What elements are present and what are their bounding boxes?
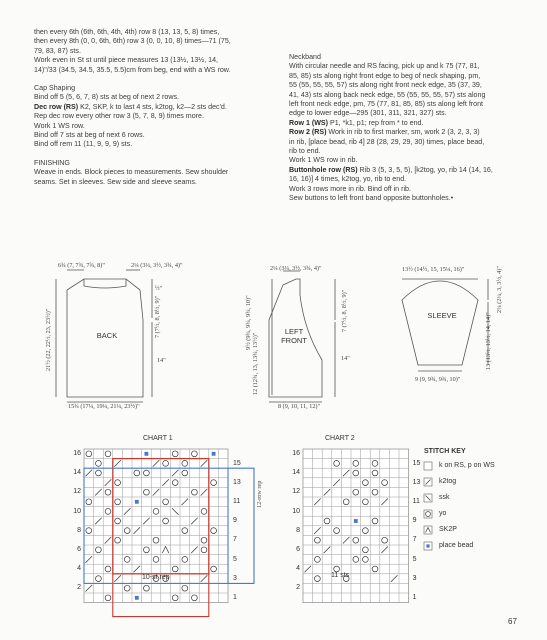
front-top-measure: 2¼ (3¼, 3½, 3¾, 4)"	[270, 265, 322, 272]
work-ws-line: Work 1 WS row in rib.	[289, 156, 358, 165]
neckband-line: 85, 85) sts along right front edge to beg of neck shaping, pm,	[289, 71, 481, 80]
chart2-title: CHART 2	[325, 435, 355, 442]
stitch-key-label: k on RS, p on WS	[439, 462, 495, 469]
chart2-row-number: 16	[292, 450, 300, 457]
sleeve-label: SLEEVE	[427, 311, 457, 320]
front-neck-measure: 9½ (9¾, 9¾, 9¾, 10)"	[245, 295, 252, 350]
row1-line: Row 1 (WS) P1, *k1, p1; rep from * to end.	[289, 118, 424, 127]
neckband-line: 55 (55, 55, 55, 57) sts along right front neck edge, 35 (37, 39,	[289, 81, 482, 90]
chart2-row-number: 9	[412, 517, 417, 525]
back-bottom-measure: 15¾ (17¼, 19¼, 21¼, 23½)"	[68, 403, 140, 410]
place-bead-icon	[212, 452, 216, 456]
chart2-row-number: 5	[412, 555, 417, 563]
row2-line: in rib, [place bead, rib 4] 28 (28, 29, 29, 30) times, place bead,	[289, 137, 485, 146]
chart2-row-number: 12	[292, 488, 300, 496]
chart1-row-number: 15	[233, 459, 241, 467]
neckband-line: left front neck edge, pm, 75 (77, 81, 85, 85) sts along left front	[289, 100, 484, 109]
neckband-heading: Neckband	[289, 53, 321, 61]
cap-line: Work 1 WS row.	[34, 121, 85, 130]
front-bottom-measure: 8 (9, 10, 11, 12)"	[278, 403, 320, 410]
cap-line: Rep dec row every other row 3 (5, 7, 8, 9) times more.	[34, 112, 204, 121]
chart1-row-number: 16	[73, 450, 81, 457]
place-bead-icon	[135, 500, 139, 504]
sleeve-cap-measure: 2¼ (2¼, 3, 3½, 4)"	[496, 266, 503, 313]
neckband-line: 41, 43) sts along back neck edge, 55 (55, 55, 55, 57) sts along	[289, 90, 486, 99]
place-bead-icon	[354, 519, 358, 523]
cap-line: Bind off rem 11 (11, 9, 9, 9) sts.	[34, 140, 133, 149]
chart1-title: CHART 1	[143, 435, 173, 442]
sew-line: Sew buttons to left front band opposite buttonholes.•	[289, 194, 454, 203]
back-length-measure: 21½ (22, 22½, 23, 23½)"	[45, 308, 52, 371]
chart2-row-number: 2	[296, 584, 300, 592]
chart2-row-number: 11	[412, 498, 420, 505]
chart2-row-number: 6	[296, 546, 300, 553]
cap-line: Dec row (RS) K2, SKP, k to last 4 sts, k2tog, k2—2 sts dec'd.	[34, 102, 227, 111]
chart1-row-number: 6	[77, 546, 81, 553]
neckband-line: With circular needle and RS facing, pick up and k 75 (77, 81,	[289, 62, 480, 71]
chart1-row-number: 2	[77, 584, 81, 592]
sleeve-top-measure: 13½ (14½, 15, 15¼, 16)"	[402, 266, 465, 273]
chart2-row-number: 13	[412, 478, 421, 486]
stitch-key-label: k2tog	[439, 478, 457, 485]
chart1-row-number: 11	[233, 498, 241, 505]
chart2-row-number: 3	[412, 574, 417, 582]
chart2-row-number: 4	[296, 565, 300, 573]
sleeve-bottom-measure: 9 (9, 9¾, 9¾, 10)"	[415, 376, 461, 383]
stitch-key-label: SK2P	[439, 526, 457, 533]
intro-line: 14)"/33 (34.5, 34.5, 35.5, 5.5)cm from beg, end with a WS row.	[34, 65, 231, 74]
place-bead-icon	[144, 452, 148, 456]
front-label-line1: LEFT	[284, 327, 304, 336]
chart1-row-number: 5	[233, 555, 237, 563]
row2-line: Row 2 (RS) Work in rib to first marker, sm, work 2 (3, 2, 3, 3)	[289, 128, 480, 137]
intro-line: then every 6th (6th, 6th, 4th, 4th) row 8 (13, 13, 5, 8) times,	[34, 28, 220, 36]
finishing-line: Weave in ends. Block pieces to measurements. Sew shoulder	[34, 168, 229, 177]
neckband-line: edge to lower edge—295 (301, 311, 321, 327) sts.	[289, 109, 447, 118]
chart2-row-number: 14	[292, 469, 300, 477]
stitch-key-title: STITCH KEY	[424, 448, 466, 455]
intro-line: then every 8th (0, 0, 6th, 6th) row 3 (0, 0, 10, 8) times—71 (75,	[34, 37, 231, 46]
back-neck-drop-measure: ½"	[155, 285, 163, 292]
chart1-row-number: 1	[233, 594, 237, 601]
chart1-row-number: 8	[77, 526, 81, 534]
chart1-st-rep-label: 10-st rep	[142, 574, 170, 581]
finishing-heading: FINISHING	[34, 158, 70, 167]
back-armhole-measure: 7 (7½, 8, 8½, 9)"	[154, 295, 161, 338]
chart1-row-number: 9	[233, 517, 237, 525]
chart1-row-number: 14	[73, 469, 81, 477]
work3-line: Work 3 rows more in rib. Bind off in rib.	[289, 184, 411, 193]
buttonhole-line: 16, 16)] 4 times, k2tog, yo, rib to end.	[289, 175, 407, 184]
row2-line: rib to end.	[289, 147, 321, 156]
intro-line: Work even in St st until piece measures 13 (13½, 13½, 14,	[34, 56, 219, 65]
back-top-left-measure: 6¾ (7, 7¾, 7¾, 8)"	[58, 262, 105, 269]
buttonhole-line: Buttonhole row (RS) Rib 3 (5, 3, 5, 5), [k2tog, yo, rib 14 (14, 16,	[289, 165, 493, 174]
chart1-row-number: 3	[233, 574, 237, 582]
front-side-measure: 14"	[341, 355, 350, 362]
chart1-row-number: 4	[77, 565, 81, 573]
place-bead-icon	[135, 596, 139, 600]
chart1-row-number: 10	[73, 507, 81, 515]
back-top-right-measure: 2¼ (3¼, 3½, 3¾, 4)"	[131, 262, 183, 269]
front-length-measure: 12 (12¾, 13, 13¾, 13½)"	[252, 332, 259, 395]
chart2-sts-label: 11 sts	[331, 572, 350, 579]
chart1-row-number: 12	[73, 488, 81, 496]
chart2-row-number: 15	[412, 459, 421, 467]
place-bead-icon	[426, 544, 429, 547]
stitch-key-label: ssk	[439, 494, 450, 501]
back-label: BACK	[96, 331, 118, 340]
stitch-key-label: place bead	[439, 542, 474, 549]
chart1-row-number: 7	[233, 536, 237, 544]
cap-shaping-heading: Cap Shaping	[34, 84, 76, 93]
chart2-row-number: 7	[412, 536, 417, 544]
intro-line: 79, 83, 87) sts.	[34, 46, 81, 55]
chart1-row-number: 13	[233, 478, 241, 486]
cap-line: Bind off 7 sts at beg of next 6 rows.	[34, 131, 145, 140]
chart2-row-number: 10	[292, 507, 300, 515]
page-number: 67	[508, 617, 517, 626]
cap-line: Bind off 5 (5, 6, 7, 8) sts at beg of next 2 rows.	[34, 93, 179, 102]
back-side-measure: 14"	[157, 357, 166, 364]
finishing-line: seams. Set in sleeves. Sew side and sleeve seams.	[34, 177, 197, 186]
sleeve-length-measure: 13 (13½, 13½, 14, 14)"	[485, 312, 492, 370]
chart2-row-number: 8	[296, 526, 300, 534]
chart1-row-rep-label: 12-row rep	[256, 480, 263, 508]
front-label-line2: FRONT	[281, 336, 307, 345]
chart2-row-number: 1	[412, 594, 417, 601]
front-armhole-measure: 7 (7½, 8, 8½, 9)"	[341, 289, 348, 332]
stitch-key-label: yo	[439, 510, 447, 517]
